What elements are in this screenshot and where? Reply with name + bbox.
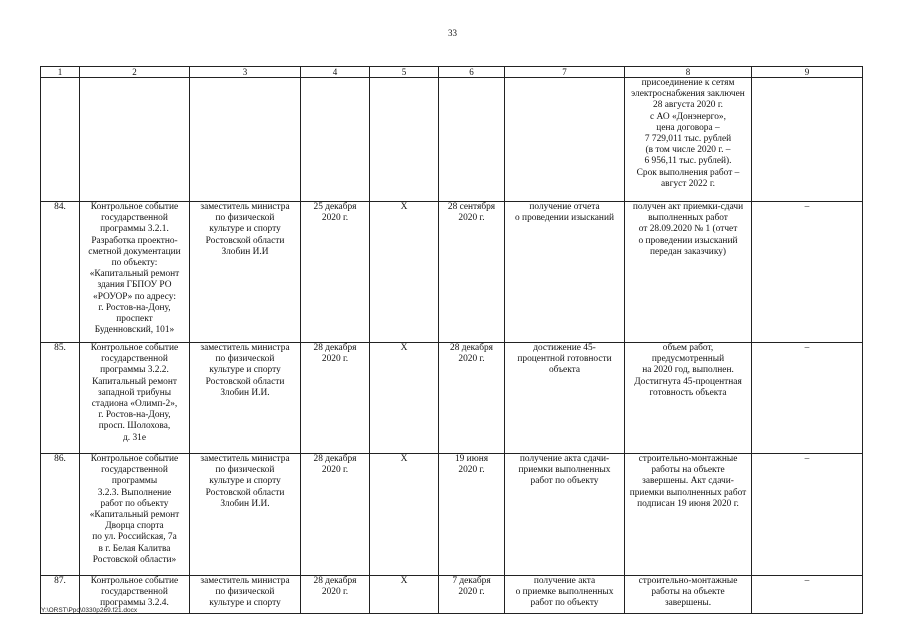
result-cell: получение акта сдачи- приемки выполненных работ по объекту — [505, 454, 625, 576]
page-number: 33 — [448, 28, 457, 38]
note-cell: – — [752, 576, 863, 614]
fact-date-cell: 19 июня 2020 г. — [439, 454, 505, 576]
responsible-cell: заместитель министра по физической культуре и спорту Ростовской области Злобин И.И. — [190, 343, 301, 454]
fact-date-cell: 28 декабря 2020 г. — [439, 343, 505, 454]
table-row — [41, 343, 863, 454]
fact-date-cell: 7 декабря 2020 г. — [439, 576, 505, 614]
plan-date-cell: 28 декабря 2020 г. — [301, 576, 370, 614]
column-header: 8 — [625, 67, 752, 78]
info-cell: строительно-монтажные работы на объекте завершены. Акт сдачи- приемки выполненных работ подписан 19 июня 2020 г. — [625, 454, 752, 576]
event-cell: Контрольное событие государственной программы 3.2.2. Капитальный ремонт западной трибуны стадиона «Олимп-2», г. Ростов-на-Дону, просп. Шолохова, д. 31е — [80, 343, 190, 454]
report-table — [40, 66, 863, 614]
row-number: 87. — [41, 576, 80, 614]
responsible-cell: заместитель министра по физической культуре и спорту Ростовской области Злобин И.И — [190, 202, 301, 343]
info-cell: присоединение к сетям электроснабжения заключен 28 августа 2020 г. с АО «Донэнерго», цена договора – 7 729,011 тыс. рублей (в том числе 2020 г. – 6 956,11 тыс. рублей). Срок выполнения работ – август 2022 г. — [625, 78, 752, 202]
note-cell: – — [752, 202, 863, 343]
header-row — [41, 67, 863, 78]
column-header: 7 — [505, 67, 625, 78]
plan-date-cell: 25 декабря 2020 г. — [301, 202, 370, 343]
info-cell: получен акт приемки-сдачи выполненных работ от 28.09.2020 № 1 (отчет о проведении изысканий передан заказчику) — [625, 202, 752, 343]
row-number: 85. — [41, 343, 80, 454]
column-header: 9 — [752, 67, 863, 78]
footer-file-path: Y:\ORST\Ppo\0330p269.f21.docx — [41, 607, 138, 614]
column-header: 4 — [301, 67, 370, 78]
event-cell: Контрольное событие государственной программы 3.2.3. Выполнение работ по объекту «Капитальный ремонт Дворца спорта по ул. Российская, 7а в г. Белая Калитва Ростовской области» — [80, 454, 190, 576]
col5-cell: Х — [370, 454, 439, 576]
column-header: 2 — [80, 67, 190, 78]
row-number: 84. — [41, 202, 80, 343]
col5-cell: Х — [370, 343, 439, 454]
plan-date-cell: 28 декабря 2020 г. — [301, 343, 370, 454]
fact-date-cell: 28 сентября 2020 г. — [439, 202, 505, 343]
result-cell: получение акта о приемке выполненных работ по объекту — [505, 576, 625, 614]
table-row — [41, 454, 863, 576]
plan-date-cell: 28 декабря 2020 г. — [301, 454, 370, 576]
col5-cell: Х — [370, 202, 439, 343]
info-cell: объем работ, предусмотренный на 2020 год, выполнен. Достигнута 45-процентная готовность объекта — [625, 343, 752, 454]
row-number: 86. — [41, 454, 80, 576]
col5-cell: Х — [370, 576, 439, 614]
event-cell: Контрольное событие государственной программы 3.2.4. — [80, 576, 190, 614]
table-row — [41, 202, 863, 343]
table-row — [41, 576, 863, 614]
responsible-cell: заместитель министра по физической культуре и спорту — [190, 576, 301, 614]
responsible-cell: заместитель министра по физической культуре и спорту Ростовской области Злобин И.И. — [190, 454, 301, 576]
table-row-continuation — [41, 78, 863, 202]
column-header: 3 — [190, 67, 301, 78]
result-cell: получение отчета о проведении изысканий — [505, 202, 625, 343]
note-cell: – — [752, 454, 863, 576]
event-cell: Контрольное событие государственной программы 3.2.1. Разработка проектно- сметной документации по объекту: «Капитальный ремонт здания ГБПОУ РО «РОУОР» по адресу: г. Ростов-на-Дону, проспект Буденновский, 101» — [80, 202, 190, 343]
column-header: 6 — [439, 67, 505, 78]
column-header: 5 — [370, 67, 439, 78]
info-cell: строительно-монтажные работы на объекте завершены. — [625, 576, 752, 614]
column-header: 1 — [41, 67, 80, 78]
result-cell: достижение 45- процентной готовности объекта — [505, 343, 625, 454]
note-cell: – — [752, 343, 863, 454]
